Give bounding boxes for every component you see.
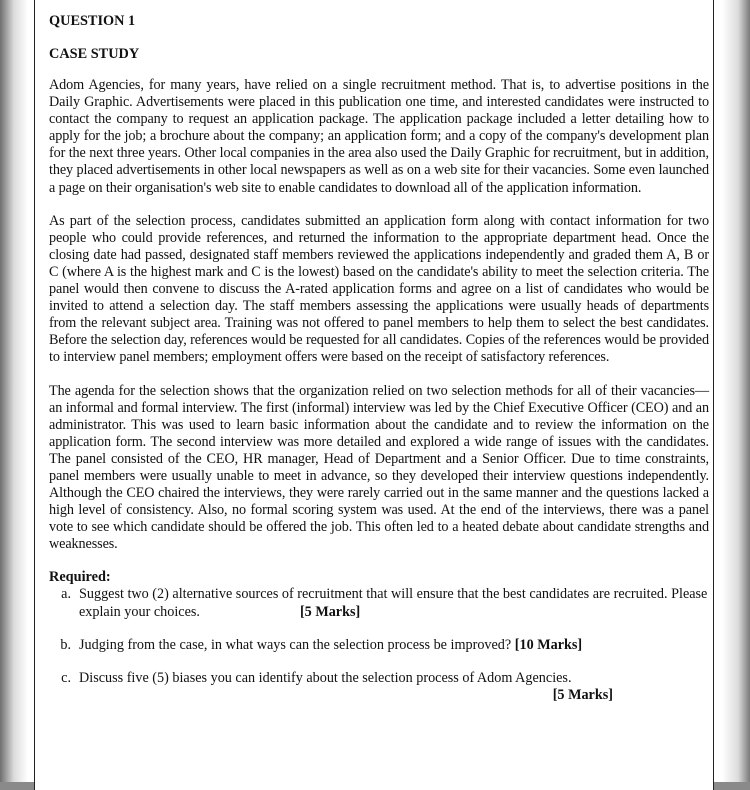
question-title: QUESTION 1: [49, 13, 136, 29]
required-item-a: [49, 586, 709, 620]
item-text: [71, 586, 709, 620]
item-question: Judging from the case, in what ways can the selection process be improved?: [79, 636, 512, 653]
item-letter: b.: [60, 636, 71, 653]
required-list: [49, 586, 709, 703]
item-text: [71, 670, 709, 704]
item-text: [71, 637, 709, 654]
paragraph-recruitment: Adom Agencies, for many years, have relied on a single recruitment method. That is, to advertise positions in the Daily Graphic. Advertisements were placed in this publication one time, and interested candidates were instructed to contact the company to request an application package. The application package included a letter detailing how to apply for the job; a brochure about the company; an application form; and a copy of the company's development plan for the next three years. Other local companies in the area also used the Daily Graphic for recruitment, but in addition, they placed advertisements in other local newspapers as well as on a web site for their vacancies. Some even launched a page on their organisation's web site to enable candidates to download all of the application information.: [49, 77, 709, 196]
case-study-title: CASE STUDY: [49, 46, 140, 62]
paragraph-selection-process: As part of the selection process, candidates submitted an application form along with contact information for two people who could provide references, and returned the information to the appropriate department head. Once the closing date had passed, designated staff members reviewed the applications independently and graded them A, B or C (where A is the highest mark and C is the lowest) based on the candidate's ability to meet the selection criteria. The panel would then convene to discuss the A-rated application forms and agree on a list of candidates who would be invited to attend a selection day. The staff members assessing the applications were usually heads of departments from the relevant subject area. Training was not offered to panel members to help them to select the best candidates. Before the selection day, references would be requested for all candidates. Copies of the references would be provided to interview panel members; employment offers were based on the receipt of satisfactory references.: [49, 212, 709, 366]
item-question: Discuss five (5) biases you can identify about the selection process of Adom Agencies.: [79, 669, 572, 686]
paragraph-interview-agenda: The agenda for the selection shows that the organization relied on two selection methods for all of their vacancies—an informal and formal interview. The first (informal) interview was led by the Chief Executive Officer (CEO) and an administrator. This was used to learn basic information about the candidate and to review the information on the application form. The second interview was more detailed and explored a wide range of issues with the candidates. The panel consisted of the CEO, HR manager, Head of Department and a Senior Officer. Due to time constraints, panel members were usually unable to meet in advance, so they developed their interview questions independently. Although the CEO chaired the interviews, they were rarely carried out in the same manner and the questions lacked a high level of consistency. Also, no formal scoring system was used. At the end of the interviews, there was a panel vote to see which candidate should be offered the job. This often led to a heated debate about candidate strengths and weaknesses.: [49, 382, 709, 553]
document-frame: [34, 0, 714, 790]
required-item-b: [49, 637, 709, 654]
required-heading: Required:: [49, 569, 111, 586]
item-marks: [10 Marks]: [514, 636, 583, 653]
item-question: Suggest two (2) alternative sources of recruitment that will ensure that the best candidates are recruited. Please explain your choices.: [79, 586, 708, 620]
item-marks: [5 Marks]: [552, 686, 613, 703]
required-item-c: [49, 670, 709, 704]
item-letter: a.: [61, 586, 71, 603]
item-letter: c.: [61, 669, 71, 686]
item-marks: [5 Marks]: [299, 603, 361, 620]
